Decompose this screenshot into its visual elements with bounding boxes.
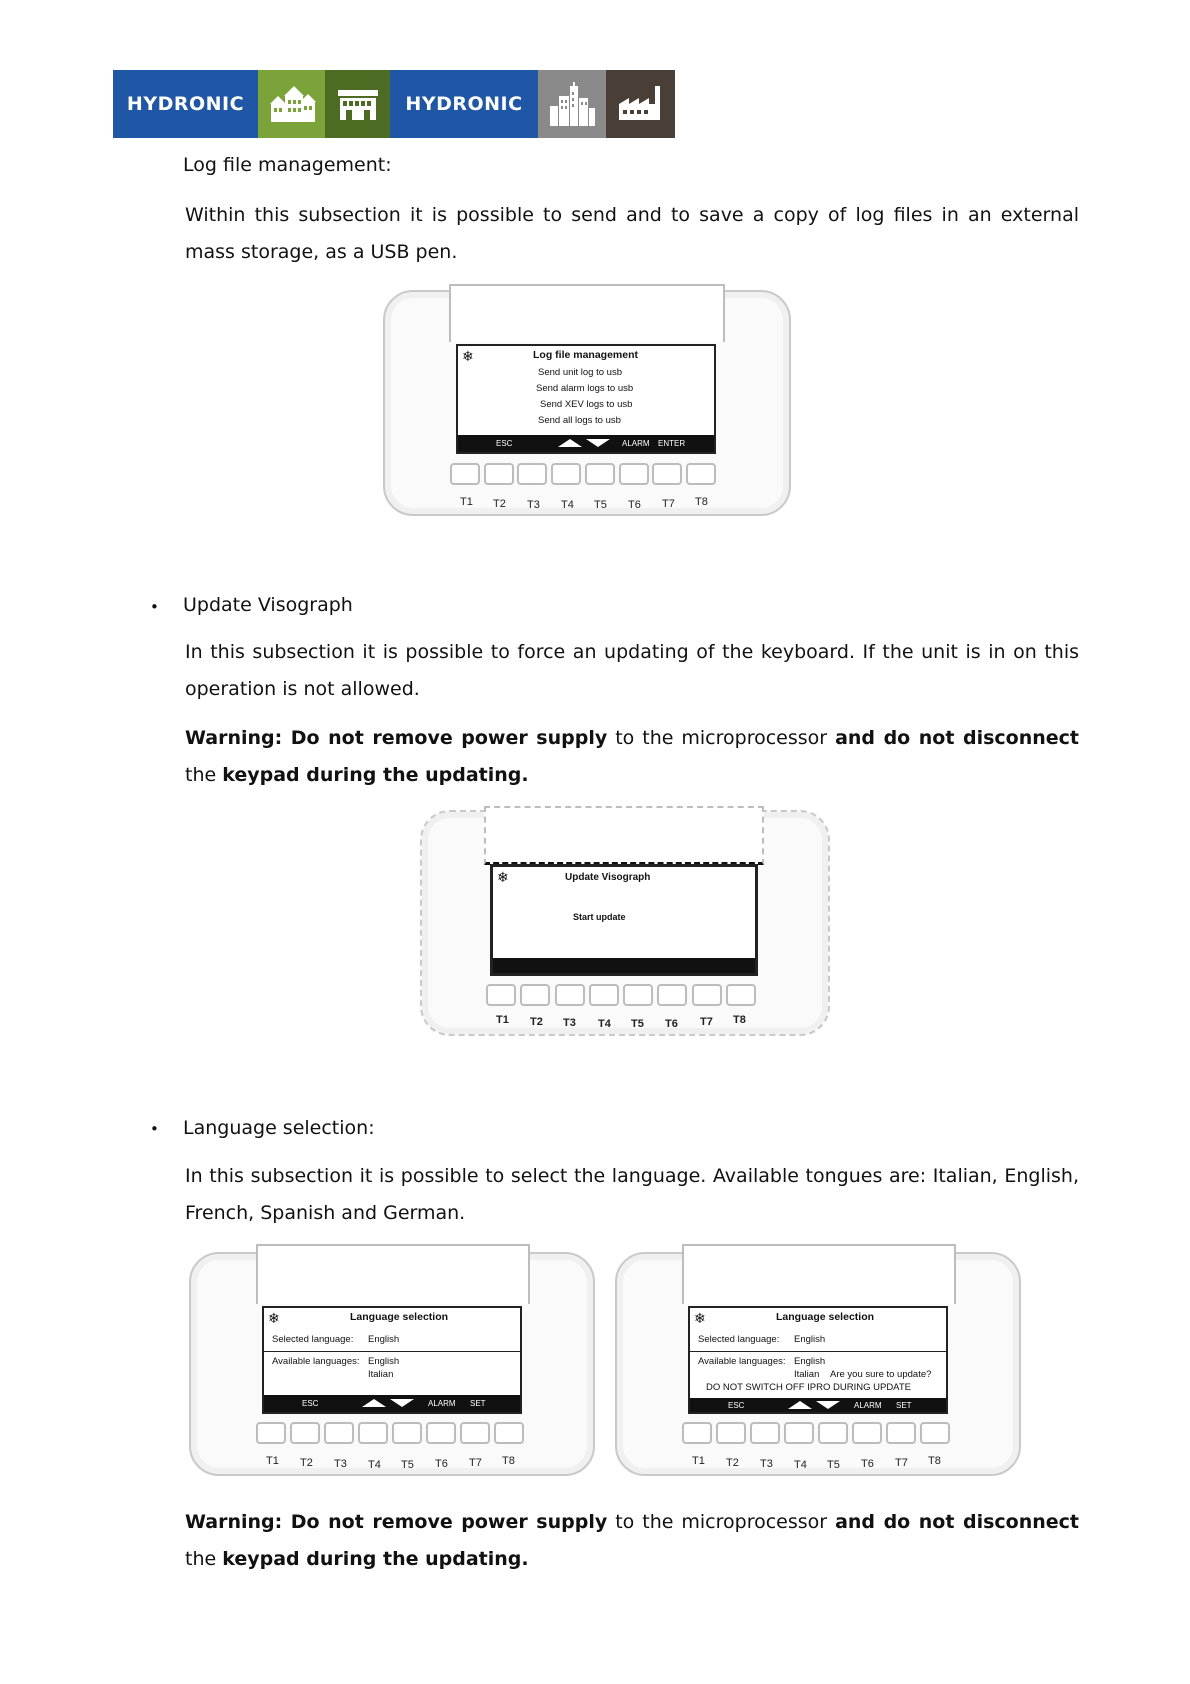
key-t5[interactable] bbox=[392, 1422, 422, 1444]
alarm-label: ALARM bbox=[622, 439, 650, 448]
key-label-t6: T6 bbox=[435, 1458, 448, 1470]
key-t3[interactable] bbox=[750, 1422, 780, 1444]
update-screen-title: Update Visograph bbox=[565, 872, 651, 883]
key-label-t5: T5 bbox=[401, 1459, 414, 1471]
device-language-1 bbox=[186, 1244, 598, 1478]
arrow-up-icon bbox=[362, 1399, 386, 1407]
arrow-down-icon bbox=[816, 1401, 840, 1409]
soft-key-bar bbox=[458, 435, 714, 452]
key-label-t2: T2 bbox=[726, 1457, 739, 1469]
key-label-t8: T8 bbox=[502, 1455, 515, 1467]
key-t2[interactable] bbox=[290, 1422, 320, 1444]
key-t6[interactable] bbox=[852, 1422, 882, 1444]
key-label-t6: T6 bbox=[628, 499, 641, 511]
key-t7[interactable] bbox=[652, 463, 682, 485]
key-t1[interactable] bbox=[486, 984, 516, 1006]
key-label-t3: T3 bbox=[760, 1458, 773, 1470]
key-t7[interactable] bbox=[886, 1422, 916, 1444]
key-label-t4: T4 bbox=[794, 1459, 807, 1471]
key-t5[interactable] bbox=[623, 984, 653, 1006]
key-t1[interactable] bbox=[682, 1422, 712, 1444]
menu-item-send-unit-log[interactable]: Send unit log to usb bbox=[538, 367, 622, 378]
esc-label: ESC bbox=[302, 1399, 319, 1408]
key-t6[interactable] bbox=[619, 463, 649, 485]
snowflake-icon: ❄ bbox=[268, 1310, 280, 1326]
key-t3[interactable] bbox=[324, 1422, 354, 1444]
key-label-t8: T8 bbox=[695, 496, 708, 508]
confirm-update-prompt: Are you sure to update? bbox=[830, 1369, 932, 1380]
key-t3[interactable] bbox=[517, 463, 547, 485]
keypad bbox=[256, 1422, 524, 1444]
device-log bbox=[380, 284, 794, 520]
alarm-label: ALARM bbox=[854, 1401, 882, 1410]
menu-item-send-alarm-logs[interactable]: Send alarm logs to usb bbox=[536, 383, 634, 394]
available-languages-label: Available languages: bbox=[698, 1356, 786, 1367]
key-t7[interactable] bbox=[460, 1422, 490, 1444]
language-screen-title: Language selection bbox=[776, 1311, 875, 1323]
language-warning: Warning: Do not remove power supply to the microprocessor and do not disconnect the keypad during the updating. bbox=[185, 1511, 1079, 1570]
available-languages-label: Available languages: bbox=[272, 1356, 360, 1367]
update-section-heading: Update Visograph bbox=[183, 594, 353, 616]
device-update bbox=[418, 806, 832, 1038]
esc-label: ESC bbox=[496, 439, 513, 448]
arrow-down-icon bbox=[390, 1399, 414, 1407]
bullet-language: • bbox=[150, 1120, 159, 1138]
key-t8[interactable] bbox=[726, 984, 756, 1006]
language-screen-2 bbox=[688, 1306, 948, 1414]
key-label-t4: T4 bbox=[368, 1459, 381, 1471]
key-label-t2: T2 bbox=[530, 1016, 543, 1028]
soft-key-bar bbox=[493, 958, 755, 973]
key-t4[interactable] bbox=[589, 984, 619, 1006]
enter-label: ENTER bbox=[658, 439, 686, 448]
key-label-t2: T2 bbox=[300, 1457, 313, 1469]
soft-key-bar bbox=[264, 1395, 520, 1412]
key-label-t1: T1 bbox=[496, 1014, 509, 1026]
log-screen bbox=[456, 344, 716, 454]
log-screen-title: Log file management bbox=[533, 349, 639, 361]
arrow-up-icon bbox=[558, 439, 582, 447]
device-language-2 bbox=[612, 1244, 1024, 1478]
key-label-t2: T2 bbox=[493, 498, 506, 510]
menu-item-send-xev-logs[interactable]: Send XEV logs to usb bbox=[540, 399, 633, 410]
language-section-heading: Language selection: bbox=[183, 1117, 375, 1139]
selected-language-label: Selected language: bbox=[698, 1334, 780, 1345]
key-t5[interactable] bbox=[585, 463, 615, 485]
start-update-item[interactable]: Start update bbox=[573, 912, 626, 922]
key-t4[interactable] bbox=[358, 1422, 388, 1444]
snowflake-icon: ❄ bbox=[462, 348, 474, 364]
log-section-heading: Log file management: bbox=[183, 154, 392, 176]
log-section-paragraph: Within this subsection it is possible to send and to save a copy of log files in an external mass storage, as a USB pen. bbox=[185, 204, 1079, 263]
key-t6[interactable] bbox=[426, 1422, 456, 1444]
alarm-label: ALARM bbox=[428, 1399, 456, 1408]
key-t7[interactable] bbox=[692, 984, 722, 1006]
keypad bbox=[450, 463, 716, 485]
selected-language-value: English bbox=[368, 1334, 400, 1345]
bullet-update: • bbox=[150, 598, 159, 616]
keypad bbox=[486, 984, 756, 1006]
key-label-t3: T3 bbox=[527, 499, 540, 511]
key-t4[interactable] bbox=[551, 463, 581, 485]
key-label-t4: T4 bbox=[561, 499, 574, 511]
selected-language-label: Selected language: bbox=[272, 1334, 354, 1345]
city-icon bbox=[538, 70, 606, 138]
arrow-down-icon bbox=[586, 439, 610, 447]
menu-item-send-all-logs[interactable]: Send all logs to usb bbox=[538, 415, 621, 426]
esc-label: ESC bbox=[728, 1401, 745, 1410]
key-t1[interactable] bbox=[256, 1422, 286, 1444]
update-section-paragraph: In this subsection it is possible to force an updating of the keyboard. If the unit is in on this operation is not allowed. bbox=[185, 641, 1079, 700]
factory-icon bbox=[606, 70, 675, 138]
key-label-t1: T1 bbox=[460, 496, 473, 508]
key-t1[interactable] bbox=[450, 463, 480, 485]
key-t8[interactable] bbox=[920, 1422, 950, 1444]
key-label-t5: T5 bbox=[827, 1459, 840, 1471]
language-screen-title: Language selection bbox=[350, 1311, 449, 1323]
arrow-up-icon bbox=[788, 1401, 812, 1409]
key-t2[interactable] bbox=[520, 984, 550, 1006]
update-warning: Warning: Do not remove power supply to the microprocessor and do not disconnect the keypad during the updating. bbox=[185, 727, 1079, 786]
key-label-t7: T7 bbox=[662, 498, 675, 510]
key-label-t8: T8 bbox=[928, 1455, 941, 1467]
set-label: SET bbox=[470, 1399, 486, 1408]
key-label-t3: T3 bbox=[563, 1017, 576, 1029]
shop-icon bbox=[325, 70, 390, 138]
key-label-t8: T8 bbox=[733, 1014, 746, 1026]
key-label-t5: T5 bbox=[631, 1018, 644, 1030]
key-t2[interactable] bbox=[716, 1422, 746, 1444]
key-label-t5: T5 bbox=[594, 499, 607, 511]
key-label-t1: T1 bbox=[266, 1455, 279, 1467]
selected-language-value: English bbox=[794, 1334, 826, 1345]
key-label-t7: T7 bbox=[700, 1016, 713, 1028]
key-t2[interactable] bbox=[484, 463, 514, 485]
key-t5[interactable] bbox=[818, 1422, 848, 1444]
update-screen bbox=[490, 864, 758, 976]
key-label-t3: T3 bbox=[334, 1458, 347, 1470]
language-section-paragraph: In this subsection it is possible to select the language. Available tongues are: Italian, English, French, Spanish and German. bbox=[185, 1165, 1079, 1224]
key-label-t7: T7 bbox=[469, 1457, 482, 1469]
snowflake-icon: ❄ bbox=[497, 869, 509, 885]
snowflake-icon: ❄ bbox=[694, 1310, 706, 1326]
key-t4[interactable] bbox=[784, 1422, 814, 1444]
language-option-english[interactable]: English bbox=[368, 1356, 400, 1367]
banner-right-label: HYDRONIC bbox=[390, 70, 538, 138]
language-option-italian[interactable]: Italian bbox=[794, 1369, 820, 1380]
key-label-t6: T6 bbox=[861, 1458, 874, 1470]
key-t6[interactable] bbox=[657, 984, 687, 1006]
key-t3[interactable] bbox=[555, 984, 585, 1006]
do-not-switch-off-notice: DO NOT SWITCH OFF IPRO DURING UPDATE bbox=[706, 1382, 911, 1393]
language-option-italian[interactable]: Italian bbox=[368, 1369, 394, 1380]
keypad bbox=[682, 1422, 950, 1444]
language-option-english[interactable]: English bbox=[794, 1356, 826, 1367]
key-t8[interactable] bbox=[686, 463, 716, 485]
key-label-t1: T1 bbox=[692, 1455, 705, 1467]
header-banner bbox=[113, 70, 675, 138]
houses-icon bbox=[258, 70, 325, 138]
language-screen-1 bbox=[262, 1306, 522, 1414]
set-label: SET bbox=[896, 1401, 912, 1410]
key-label-t6: T6 bbox=[665, 1018, 678, 1030]
soft-key-bar bbox=[690, 1398, 946, 1412]
key-t8[interactable] bbox=[494, 1422, 524, 1444]
banner-left-label: HYDRONIC bbox=[113, 70, 258, 138]
key-label-t4: T4 bbox=[598, 1018, 611, 1030]
key-label-t7: T7 bbox=[895, 1457, 908, 1469]
